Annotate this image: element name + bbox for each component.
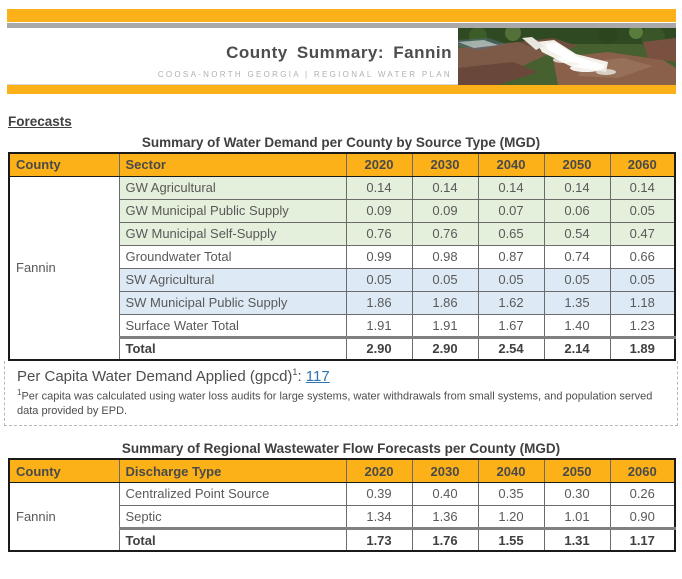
sector-cell: SW Municipal Public Supply (119, 291, 346, 314)
wastewater-flow-table (8, 458, 676, 552)
sector-cell: GW Municipal Self-Supply (119, 222, 346, 245)
col-header-2050: 2050 (544, 459, 610, 482)
value-cell: 0.66 (610, 245, 675, 268)
wastewater-header-row (9, 459, 675, 482)
value-cell: 0.74 (544, 245, 610, 268)
value-cell: 1.40 (544, 314, 610, 337)
value-cell: 1.31 (544, 528, 610, 551)
value-cell: 0.35 (478, 482, 544, 505)
page-title: County Summary: Fannin (226, 43, 452, 62)
col-header-2040: 2040 (478, 459, 544, 482)
value-cell: 1.62 (478, 291, 544, 314)
sector-cell: Centralized Point Source (119, 482, 346, 505)
col-header-county: County (9, 459, 119, 482)
value-cell: 0.90 (610, 505, 675, 528)
sector-cell: SW Agricultural (119, 268, 346, 291)
value-cell: 0.76 (346, 222, 412, 245)
value-cell: 1.17 (610, 528, 675, 551)
value-cell: 0.87 (478, 245, 544, 268)
col-header-2030: 2030 (412, 153, 478, 176)
value-cell: 1.35 (544, 291, 610, 314)
value-cell: 1.23 (610, 314, 675, 337)
col-header-2030: 2030 (412, 459, 478, 482)
county-cell: Fannin (9, 176, 119, 360)
footnote-text: Per capita was calculated using water loss audits for large systems, water withdrawals from small systems, and population served data provided by EPD. (17, 390, 653, 417)
value-cell: 2.54 (478, 337, 544, 360)
col-header-2020: 2020 (346, 153, 412, 176)
table-row (9, 482, 675, 505)
col-header-2040: 2040 (478, 153, 544, 176)
footnote-superscript: 1 (17, 388, 22, 397)
banner-band (7, 28, 676, 85)
value-cell: 2.90 (346, 337, 412, 360)
value-cell: 1.34 (346, 505, 412, 528)
sector-cell: Surface Water Total (119, 314, 346, 337)
table-row (9, 176, 675, 199)
value-cell: 1.86 (412, 291, 478, 314)
per-capita-note-block (4, 361, 678, 426)
col-header-discharge-type: Discharge Type (119, 459, 346, 482)
value-cell: 1.89 (610, 337, 675, 360)
per-capita-footnote (17, 388, 665, 418)
demand-table-title: Summary of Water Demand per County by Source Type (MGD) (141, 135, 541, 150)
value-cell: 1.67 (478, 314, 544, 337)
value-cell: 0.14 (412, 176, 478, 199)
value-cell: 1.36 (412, 505, 478, 528)
gold-bar-top (7, 9, 676, 22)
per-capita-value-link[interactable]: 117 (305, 368, 330, 385)
col-header-county: County (9, 153, 119, 176)
sector-cell: Septic (119, 505, 346, 528)
sector-cell: GW Agricultural (119, 176, 346, 199)
value-cell: 0.65 (478, 222, 544, 245)
per-capita-superscript: 1 (292, 367, 298, 377)
value-cell: 0.05 (610, 199, 675, 222)
col-header-2060: 2060 (610, 153, 675, 176)
value-cell: 0.05 (544, 268, 610, 291)
col-header-2060: 2060 (610, 459, 675, 482)
col-header-sector: Sector (119, 153, 346, 176)
value-cell: 1.91 (412, 314, 478, 337)
banner-subtitle: COOSA-NORTH GEORGIA | REGIONAL WATER PLAN (157, 70, 452, 79)
value-cell: 0.05 (346, 268, 412, 291)
value-cell: 0.14 (544, 176, 610, 199)
value-cell: 1.91 (346, 314, 412, 337)
value-cell: 0.54 (544, 222, 610, 245)
value-cell: 1.18 (610, 291, 675, 314)
sector-cell: Groundwater Total (119, 245, 346, 268)
value-cell: 0.14 (346, 176, 412, 199)
sector-cell: GW Municipal Public Supply (119, 199, 346, 222)
value-cell: 0.05 (610, 268, 675, 291)
sector-cell: Total (119, 528, 346, 551)
value-cell: 1.20 (478, 505, 544, 528)
col-header-2020: 2020 (346, 459, 412, 482)
value-cell: 0.14 (610, 176, 675, 199)
sector-cell: Total (119, 337, 346, 360)
waterfall-photo-image (458, 28, 676, 85)
value-cell: 0.06 (544, 199, 610, 222)
banner-text (158, 28, 452, 79)
value-cell: 2.14 (544, 337, 610, 360)
forecasts-heading: Forecasts (8, 114, 72, 129)
value-cell: 0.09 (346, 199, 412, 222)
value-cell: 1.76 (412, 528, 478, 551)
per-capita-line (17, 367, 665, 385)
value-cell: 1.73 (346, 528, 412, 551)
value-cell: 0.40 (412, 482, 478, 505)
value-cell: 0.26 (610, 482, 675, 505)
county-cell: Fannin (9, 482, 119, 551)
value-cell: 1.55 (478, 528, 544, 551)
value-cell: 1.01 (544, 505, 610, 528)
main-content (8, 114, 674, 552)
value-cell: 0.99 (346, 245, 412, 268)
value-cell: 0.30 (544, 482, 610, 505)
value-cell: 0.39 (346, 482, 412, 505)
wastewater-table-title: Summary of Regional Wastewater Flow Forecasts per County (MGD) (121, 441, 561, 457)
value-cell: 0.05 (478, 268, 544, 291)
col-header-2050: 2050 (544, 153, 610, 176)
per-capita-colon: : (297, 368, 306, 385)
demand-header-row (9, 153, 675, 176)
page-banner (7, 9, 676, 94)
value-cell: 0.76 (412, 222, 478, 245)
value-cell: 1.86 (346, 291, 412, 314)
per-capita-label: Per Capita Water Demand Applied (gpcd) (17, 368, 293, 385)
value-cell: 0.98 (412, 245, 478, 268)
value-cell: 0.47 (610, 222, 675, 245)
value-cell: 0.07 (478, 199, 544, 222)
value-cell: 0.09 (412, 199, 478, 222)
value-cell: 0.05 (412, 268, 478, 291)
water-demand-table (8, 152, 676, 361)
value-cell: 0.14 (478, 176, 544, 199)
value-cell: 2.90 (412, 337, 478, 360)
gold-bar-bottom (7, 85, 676, 94)
